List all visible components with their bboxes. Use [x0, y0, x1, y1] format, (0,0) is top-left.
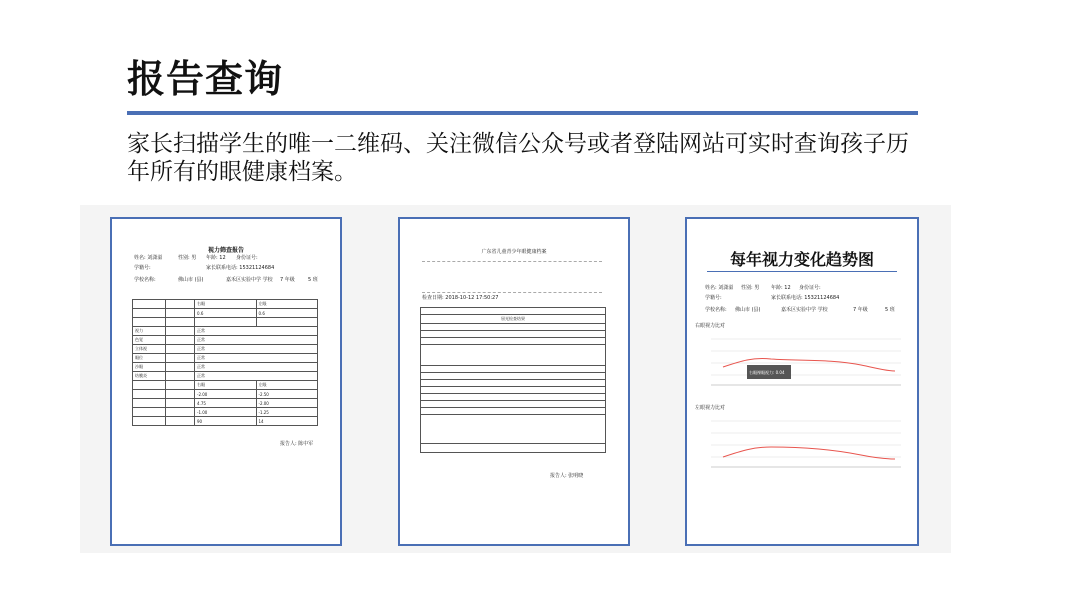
archive-title: 广东省儿童青少年眼健康档案	[481, 249, 547, 255]
cell: 正常	[195, 363, 318, 372]
cell: -1.25	[256, 408, 318, 417]
cell: -2.50	[256, 390, 318, 399]
cell: -2.00	[195, 390, 257, 399]
eye-health-archive	[398, 217, 630, 546]
cell: 正常	[195, 354, 318, 363]
title-underline	[127, 111, 918, 115]
age-label: 年龄: 12	[771, 285, 791, 291]
left-eye-chart	[701, 413, 906, 473]
school-value: 嘉禾区实验中学 学校	[226, 277, 273, 283]
right-eye-header: 右眼	[195, 300, 257, 309]
right-eye-chart	[701, 331, 906, 391]
archive-date: 检查日期: 2018-10-12 17:50:27	[422, 295, 499, 301]
signature: 报告人: 陈中军	[280, 441, 314, 447]
cell: 正常	[195, 372, 318, 381]
id-label: 身份证号:	[799, 285, 821, 291]
archive-table	[420, 307, 606, 453]
item-label: 视力	[133, 327, 166, 336]
cell: 正常	[195, 336, 318, 345]
name-label: 姓名: 刘潇溢	[134, 255, 163, 261]
cell: 正常	[195, 345, 318, 354]
screening-table	[132, 299, 318, 426]
cell: 14	[256, 417, 318, 426]
archive-header-lines	[422, 261, 602, 293]
chart-right-title: 右眼视力比对	[695, 323, 726, 329]
cell: 4.75	[195, 399, 257, 408]
cell: 正常	[195, 327, 318, 336]
trend-title-underline	[707, 271, 897, 272]
grade-value: 7 年级	[853, 307, 868, 313]
school-value: 嘉禾区实验中学 学校	[781, 307, 828, 313]
item-label: 色觉	[133, 336, 166, 345]
phone-label: 家长联系电话: 15321124684	[771, 295, 840, 301]
chart-left-title: 左眼视力比对	[695, 405, 726, 411]
name-label: 姓名: 刘潇溢	[705, 285, 734, 291]
report-title: 视力筛查报告	[207, 247, 244, 254]
chart-tooltip: 右眼裸眼视力: 0.04	[749, 370, 785, 375]
school-label: 学校名称:	[134, 277, 156, 283]
slide-title: 报告查询	[127, 57, 284, 101]
item-label: 结膜炎	[133, 372, 166, 381]
age-label: 年龄: 12	[206, 255, 226, 261]
item-label: 立体视	[133, 345, 166, 354]
id-label: 身份证号:	[236, 255, 258, 261]
class-value: 5 班	[885, 307, 895, 313]
cell: 0.6	[256, 309, 318, 318]
item-label: 沙眼	[133, 363, 166, 372]
city-label: 佛山市 (县)	[735, 307, 761, 313]
vision-trend-report	[685, 217, 919, 546]
item-label: 眼位	[133, 354, 166, 363]
cell: -1.00	[195, 408, 257, 417]
school-label: 学校名称:	[705, 307, 727, 313]
student-no-label: 学籍号:	[134, 265, 151, 271]
trend-title: 每年视力变化趋势图	[729, 250, 874, 269]
cell: 0.6	[195, 309, 257, 318]
gender-label: 性别: 男	[178, 255, 197, 261]
vision-screening-report	[110, 217, 342, 546]
section-header: 屈光检查结果	[421, 315, 606, 324]
right-eye-header: 右眼	[195, 381, 257, 390]
phone-label: 家长联系电话: 15321124684	[206, 265, 275, 271]
city-label: 佛山市 (县)	[178, 277, 204, 283]
student-no-label: 学籍号:	[705, 295, 722, 301]
class-value: 5 班	[308, 277, 318, 283]
archive-signature: 报告人: 张明晓	[550, 473, 584, 479]
grade-value: 7 年级	[280, 277, 295, 283]
left-eye-header: 左眼	[256, 381, 318, 390]
left-eye-header: 左眼	[256, 300, 318, 309]
slide-description: 家长扫描学生的唯一二维码、关注微信公众号或者登陆网站可实时查询孩子历年所有的眼健康档案。	[127, 131, 909, 185]
cell: -2.00	[256, 399, 318, 408]
gender-label: 性别: 男	[741, 285, 760, 291]
cell: 90	[195, 417, 257, 426]
